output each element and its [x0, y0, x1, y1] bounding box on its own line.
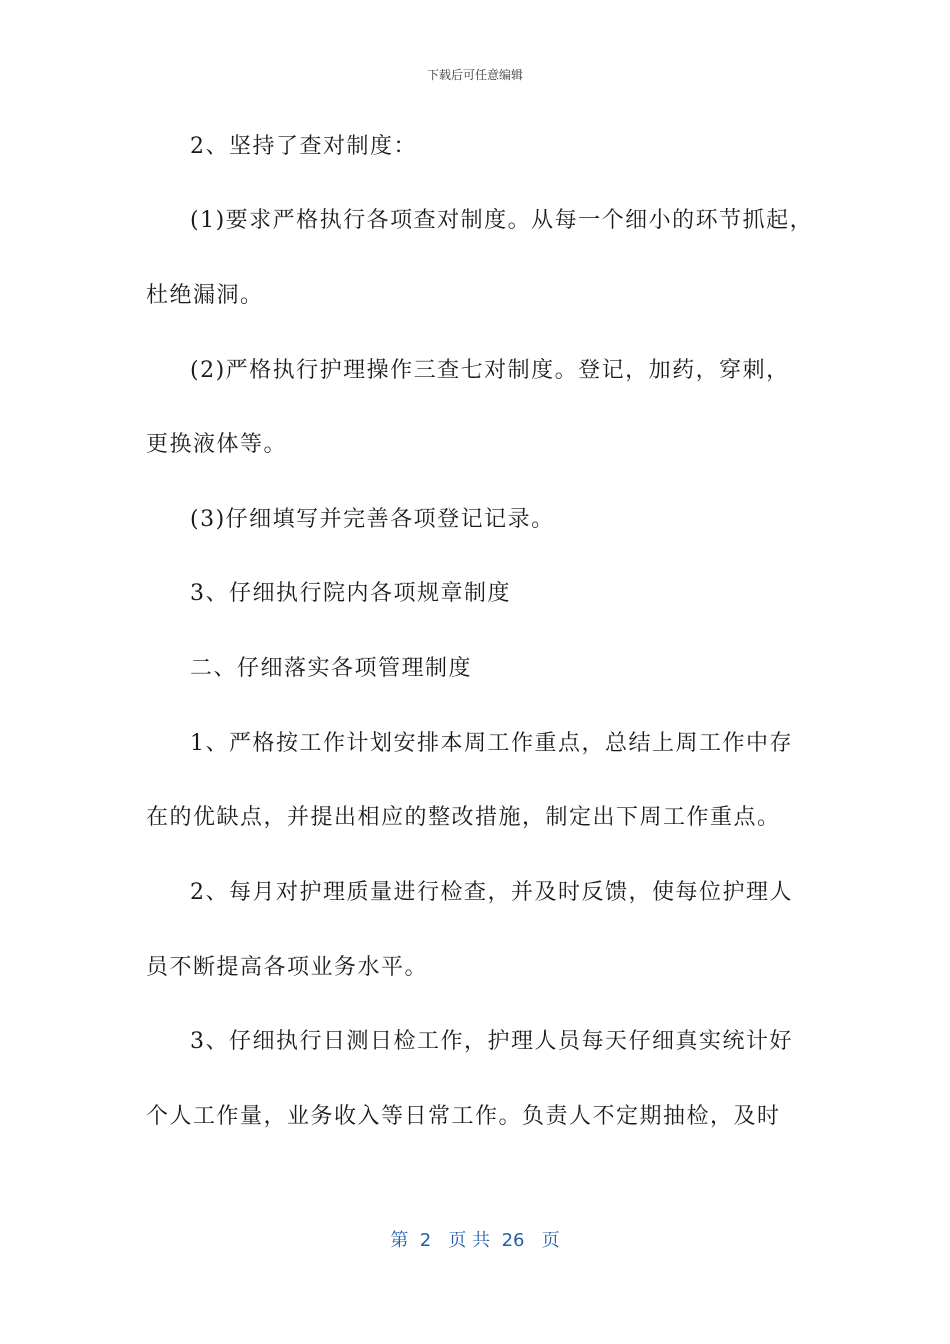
text-line: 2、坚持了查对制度： [190, 134, 417, 159]
text-line: 更换液体等。 [146, 432, 288, 457]
text-line: (2)严格执行护理操作三查七对制度。登记，加药，穿刺， [190, 358, 790, 383]
section-heading: 二、仔细落实各项管理制度 [190, 656, 473, 681]
page-number-footer: 第 2 页 共 26 页 [390, 1230, 560, 1251]
page-header: 下载后可任意编辑 [426, 68, 523, 82]
text-line: 2、每月对护理质量进行检查，并及时反馈，使每位护理人 [190, 880, 793, 905]
text-line: 1、严格按工作计划安排本周工作重点，总结上周工作中存 [190, 731, 793, 756]
text-line: 个人工作量，业务收入等日常工作。负责人不定期抽检，及时 [146, 1104, 781, 1129]
text-line: (1)要求严格执行各项查对制度。从每一个细小的环节抓起， [190, 208, 814, 233]
text-line: 杜绝漏洞。 [146, 283, 264, 308]
text-line: 在的优缺点，并提出相应的整改措施，制定出下周工作重点。 [146, 805, 781, 830]
text-line: 3、仔细执行院内各项规章制度 [190, 581, 511, 606]
text-line: 员不断提高各项业务水平。 [146, 955, 429, 980]
text-line: (3)仔细填写并完善各项登记记录。 [190, 507, 555, 532]
text-line: 3、仔细执行日测日检工作，护理人员每天仔细真实统计好 [190, 1029, 793, 1054]
